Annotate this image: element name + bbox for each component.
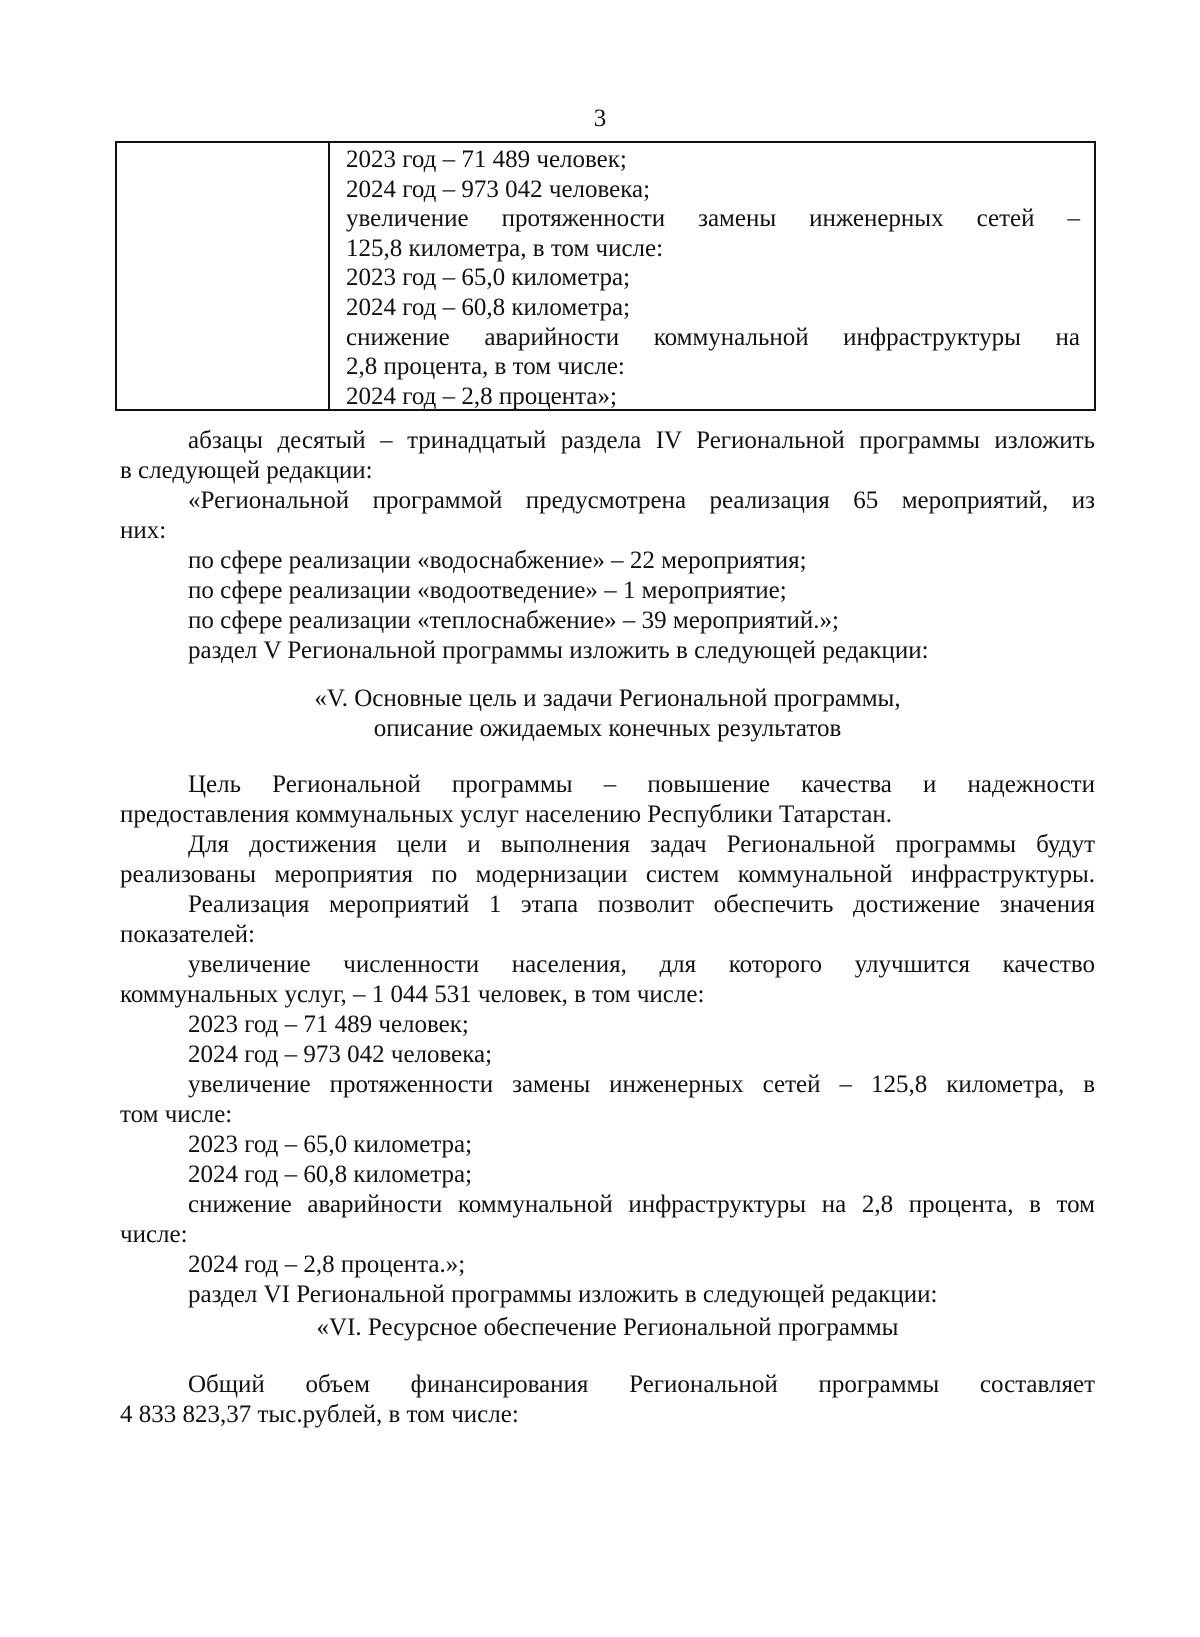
text-line: показателей: [120, 921, 255, 948]
table-right-cell [330, 143, 1094, 409]
text-line: числе: [120, 1221, 188, 1248]
heading-line: описание ожидаемых конечных результатов [373, 715, 842, 742]
text-line: увеличение численности населения, для которого улучшится качество [188, 951, 1095, 978]
text-line: Общий объем финансирования Региональной программы составляет [188, 1371, 1095, 1398]
text-line: реализованы мероприятия по модернизации систем коммунальной инфраструктуры. [120, 861, 1095, 888]
page-number: 3 [593, 105, 607, 132]
text-line: в следующей редакции: [120, 457, 373, 484]
text-line: Для достижения цели и выполнения задач Региональной программы будут [188, 831, 1095, 858]
section-vi-body [120, 1370, 1095, 1430]
section-v-body [120, 770, 1095, 1310]
text-line: по сфере реализации «водоснабжение» – 22 мероприятия; [188, 547, 807, 574]
text-line: снижение аварийности коммунальной инфраструктуры на 2,8 процента, в том [188, 1191, 1095, 1218]
text-line: 4 833 823,37 тыс.рублей, в том числе: [120, 1401, 519, 1428]
text-line: том числе: [120, 1101, 233, 1128]
amendment-text-1 [120, 426, 1095, 666]
text-line: 2024 год – 60,8 километра; [188, 1161, 473, 1188]
text-line: коммунальных услуг, – 1 044 531 человек, в том числе: [120, 981, 705, 1008]
table-left-cell [117, 143, 330, 409]
text-line: 2023 год – 71 489 человек; [188, 1011, 469, 1038]
section-v-heading [120, 684, 1095, 744]
heading-line: «VI. Ресурсное обеспечение Региональной программы [316, 1314, 899, 1341]
text-line: по сфере реализации «водоотведение» – 1 мероприятие; [188, 577, 787, 604]
section-vi-heading [120, 1313, 1095, 1343]
text-line: по сфере реализации «теплоснабжение» – 39 мероприятий.»; [188, 607, 839, 634]
text-line: 2023 год – 65,0 километра; [188, 1131, 473, 1158]
table-line: 125,8 километра, в том числе: [346, 234, 664, 262]
table-line: 2,8 процента, в том числе: [346, 353, 625, 381]
text-line: раздел VI Региональной программы изложить в следующей редакции: [188, 1281, 938, 1308]
heading-line: «V. Основные цель и задачи Региональной программы, [314, 685, 901, 712]
text-line: них: [120, 517, 167, 544]
text-line: раздел V Региональной программы изложить в следующей редакции: [188, 637, 929, 664]
text-line: Цель Региональной программы – повышение качества и надежности [188, 771, 1095, 798]
text-line: увеличение протяженности замены инженерных сетей – 125,8 километра, в [188, 1071, 1095, 1098]
table-line: увеличение протяженности замены инженерных сетей – [346, 205, 1080, 233]
text-line: абзацы десятый – тринадцатый раздела IV Региональной программы изложить [188, 427, 1095, 454]
text-line: 2024 год – 2,8 процента.»; [188, 1251, 466, 1278]
table-line: 2024 год – 2,8 процента»; [346, 382, 617, 410]
table-line: снижение аварийности коммунальной инфраструктуры на [346, 323, 1080, 351]
table-line: 2024 год – 60,8 километра; [346, 293, 631, 321]
text-line: Реализация мероприятий 1 этапа позволит обеспечить достижение значения [188, 891, 1095, 918]
table-line: 2023 год – 71 489 человек; [346, 146, 627, 173]
text-line: предоставления коммунальных услуг населению Республики Татарстан. [120, 801, 892, 828]
table-line: 2024 год – 973 042 человека; [346, 175, 651, 203]
table-line: 2023 год – 65,0 километра; [346, 264, 631, 292]
text-line: «Региональной программой предусмотрена реализация 65 мероприятий, из [188, 487, 1095, 514]
passport-table [115, 141, 1096, 411]
text-line: 2024 год – 973 042 человека; [188, 1041, 493, 1068]
